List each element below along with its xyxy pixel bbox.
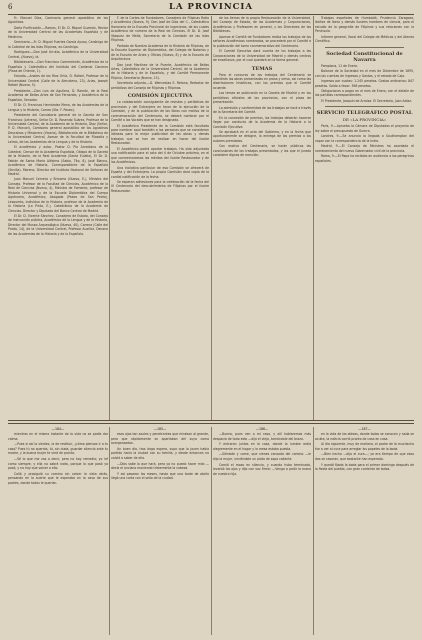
paragraph: El Presidente, Joaquín de Arraiza. El Secretario, Juan Aldaz. xyxy=(321,98,412,103)
paragraph: Secretario adjunto.—D. Wenceslao E. Retana, Redactor de periódicos del Consejo de Filipinas y Filipinas. xyxy=(111,81,209,90)
paragraph: Roma, 9.—El Papa ha recibido en audiencia a los peregrinos españoles. xyxy=(315,154,414,163)
paragraph: Don José Martínez de la Puente, Académico de Bellas Artes, Catedrático de la Universidad Central, de la Academia de la Historia y de la Española, y del Comité Permanente Filipino, Secretario (Nuevo, 15). xyxy=(111,62,209,80)
paragraph: Madrid, 9.—El Consejo de Ministros ha acordado el nombramiento del nuevo Gobernador civil de la provincia. xyxy=(315,144,414,153)
paragraph: Portada de Nuestra Academia de la Historia de Filipinas, de la Escuela Superior de Diplomática, del Colegio de Notarios y de la Escuela de Artes y Oficios (Nuevo, 8) y de la Escuela de Arquitectura. xyxy=(111,43,209,62)
section-title: TEMAS xyxy=(251,65,273,72)
page-number: 6 xyxy=(8,3,13,11)
folletin-rule-bottom xyxy=(8,423,414,424)
folletin-page-number: —184— xyxy=(51,427,65,431)
paragraph: Rodríguez.—Don José Urrutia, Académico de la Universidad Central, (Nuevo), id. xyxy=(8,50,108,59)
section-title: COMISIÓN EJECUTIVA xyxy=(127,93,193,100)
column-3 xyxy=(213,16,311,420)
paragraph: Informe general, Vocal del Colegio de Médicos y del Ateneo Científico. xyxy=(315,34,414,44)
paragraph: Y quedó fijada la boda para el primer domingo después de la fiesta del pueblo, con gran contento de todos. xyxy=(315,462,414,472)
paragraph: Presidente.—Don Luis de Aguilera, D. Ramón, de la Real Academia de Bellas Artes de San Fernando, y Académico de la Española, Senador. xyxy=(8,88,108,102)
section-title: Sociedad Constitucional de Navarra xyxy=(326,50,403,63)
paragraph: —Sé lo que me vas a decir, pero no hay remedio; yo iré como siempre, y ella no sabrá nada, porque lo que pasó ya pasó, y no hay que volver a ello. xyxy=(8,456,108,471)
paragraph: Estudio.—Anales de los Ríos Ortiz, D. Rafael, Profesor de la Universidad Central (Calle de la Almudena, 23), Arias, Joseph Rafael (Nueva, 5). xyxy=(8,74,108,88)
paragraph: esos ojos tan azules y penetrantes que miraban al grande, pero que rápidamente se apartaban del suyo como avergonzados. xyxy=(111,432,209,446)
paragraph: Comió el mozo en silencio, y cuando hubo terminado, levantó los ojos y dijo con voz firme: —Vengo a pedir la mano de vuestra hija. xyxy=(213,462,311,476)
paragraph: Para el concurso de los trabajos del Centenario se admitirán las obras presentadas en prosa y verso, así como las disertaciones históricas, con los premios que el Comité acuerde. xyxy=(213,72,311,90)
column-2 xyxy=(111,16,209,420)
paragraph: La admisión y conformidad de los trabajos se hará a través de la Secretaría del Comité. xyxy=(213,105,311,115)
folletin-column-3 xyxy=(213,427,311,635)
paragraph: El Académico podrá aportar trabajos. Ha sido adjuntado una notificación para el acto del 4 de Octubre próximo, en el que conmemoramos los méritos del ilustre Restaurador y de los Académicos. xyxy=(111,146,209,165)
folletin-rule-top xyxy=(8,420,414,421)
folletin-column-2 xyxy=(111,427,209,635)
column-divider xyxy=(109,16,110,420)
paragraph: —Siéntate y come, que vienes cansado del camino —le dijo la mujer, sirviéndole un plato de sopa caliente. xyxy=(213,452,311,461)
column-4 xyxy=(315,16,414,420)
paragraph: El Dr. D. Francisco Hernández Mena, de las Academias de la Lengua y la Historia, Correo (Sta. F. Paseo). xyxy=(8,103,108,112)
paragraph: El Dr. D. Vicente Sánchez, Consejero de Estado, del Consejo de Instrucción pública, Académico de la Lengua y de la Historia, Director del Museo Arqueológico (Nueva, 40), Carrera (Calle del Prado, 14), de la Universidad Central, Profesor Auxiliar, Decano de las Academias de la Historia y de la Española. xyxy=(8,214,108,236)
separator-rule xyxy=(325,106,404,107)
paragraph: en la vida de las aldeas, donde todos se conocen y nada se oculta, la noticia corrió pronto de casa en casa. xyxy=(315,432,414,441)
column-divider xyxy=(109,427,110,635)
folletin-page-number: —185— xyxy=(153,427,167,431)
paragraph: París, 9.—Aprueba la Cámara de Diputados el proyecto de ley sobre el presupuesto de Guerra. xyxy=(315,124,414,133)
column-divider xyxy=(211,427,212,635)
folletin-column-1 xyxy=(8,427,108,635)
paragraph: Juan Manuel Cervera y Bricomo (Nuevo, E.), Ministro del Consejo, Profesor de la Facultad de Ciencias, Académico de la Real de Ciencias (Nuevo, 4), Ministro de Fomento, profesor de Historia Universal y de la Escuela Diplomática del Cuerpo Agrónomo, Académico, Abogado (Paseo de San Pedro), Lesquerto, individuo de la Historia, profesor de la Academia de la Historia (La Pinta, E.), Catedrático de la Academia de Ciencias. Director y Diputado del Banco Central de Madrid. xyxy=(8,177,108,213)
paragraph: El académico y autor, Pastor D. Pío Arcediano de la Catedral, Censor de la Academia Española, Obispo de la Gaceta de la Historia, de la Real Academia (Santa Eulalia), El Dr. D. Fabián de Santa María Altisimo (Sabio, Tito, 8), José Blanco, Académico de Historia, Correspondiente de la Española (Sevilla). Moreno, Director del Instituto Nacional de Señoras de Madrid. xyxy=(8,145,108,176)
paragraph: Londres, 9.—Se anuncia la llegada a Southampton del vapor con la correspondencia de la India. xyxy=(315,134,414,143)
paragraph: Obligaciones a pagar en el mes de Enero, con el detalle de las partidas correspondientes. xyxy=(315,88,414,98)
header-rule xyxy=(8,14,414,15)
paragraph: La colaboración consiguiente de revistas y periódicos de provincias y del Extranjero en favor de la ejecución de la Comisión, y de la publicación de los libros con motivo de la conmemoración del Centenario, se deberá nombrar por el Comité a los Vocales que se han designado. xyxy=(111,100,209,123)
paragraph: Un buen día, tras larga espera, supo que la joven había partido hacia la ciudad con su familia, y desde entonces no volvió a saber de ella. xyxy=(111,446,209,460)
page-header xyxy=(8,2,414,14)
column-1 xyxy=(8,16,108,420)
section-subtitle: DE «LA PROVINCIA» xyxy=(342,117,387,123)
paragraph: Pamplona, 11 de Enero. xyxy=(321,63,358,68)
paragraph: F. de la Cortes de Fundadores, Consejero de Filipinas Ratio y Académico (Nueva, 9). Don José de Dios del C., Catedrático Honorario de la Escuela Provincial de Ingenieros, de los cuales Académico de número de la Real de Ciencias. El Dr. D. José Vázquez de Mella, Secretario de la Comisión de las Islas Filipinas. xyxy=(111,16,209,43)
folletin-column-4 xyxy=(315,427,414,635)
paragraph: —Bueno, pues ven a mi casa, y allí hablaremos más despacio de todo esto —dijo el viejo, tomándole del brazo. xyxy=(213,432,311,441)
paragraph: mientras en el mismo instante de la vida no se podía dar calma. xyxy=(8,432,108,441)
paragraph: El Académico Presidente de la Comisión está facultado para nombrar aquí también a las personas que se consideran idóneas para la mejor publicidad de las obras y demás trabajos que se han de realizar en honor del ilustre Restaurador. xyxy=(111,123,209,146)
paragraph: Seminario.—Fr. D. Miguel Fuertes García Ayuso, Canónigo de la Catedral de las Islas Filipinas, ex-Canónigo. xyxy=(8,40,108,49)
paragraph: El Comité Ejecutivo dará cuenta de los trabajos a las Corporaciones de la Universidad de Madrid y demás centros de enseñanza, por el cual quedará en la forma general. xyxy=(213,49,311,63)
paragraph: —Pues si así lo sientes, la de restituir, ¿cómo piensas ir a tu casa? Pues tú no querrás, tú, sin duda, guardar silencio ante tu madre, y la buena mujer te verá de pronto. xyxy=(8,442,108,456)
separator-rule xyxy=(325,47,404,48)
folletin-page-number: —187— xyxy=(358,427,371,431)
paragraph: Al día siguiente, muy de mañana, el padre de la muchacha fue a ver al cura para arreglar los papeles de la boda. xyxy=(315,442,414,451)
paragraph: —Bien hecho —dijo el cura—; ya era tiempo de que esos dos se casaran, que bastante han esperado. xyxy=(315,452,414,461)
paragraph: Doña Purificación.—Ramos, El Dr. D. Miguel Guzmán, Rector de la Universidad Central de las Academias Española y de Medicina. xyxy=(8,25,108,39)
paragraph: Con motivo del Centenario, se harán públicas las conclusiones de los trabajos presentados, y los que el Jurado considere dignos de mención. xyxy=(213,144,311,158)
paragraph: Una iniciativa particular de esa Comisión se ofrecerá de España y del Extranjero. La propia Comisión dará copia de la cordial notificación de la fecha. xyxy=(111,165,209,179)
section-title-telegraph: SERVICIO TELEGRÁFICO POSTAL xyxy=(316,110,413,117)
paragraph: Bibliotecario.—Don Francisco Commelerán, Académico de la Española y Catedrático del Instituto del Cardenal Cisneros (Plaza de Oriente, 1). xyxy=(8,60,108,73)
paragraph: de las tierras de la propia Restauración de la Universidad, del Consejo de Estado, de las Academias y Corporaciones, Académicos y Profesores en general, y los Directores de las Bibliotecas. xyxy=(213,16,311,34)
column-divider xyxy=(313,427,314,635)
column-divider xyxy=(211,16,212,420)
paragraph: Apenas el Comité de Fundadores reciba los trabajos de los señores Académicos nombrados, se procederá por el Comité a la publicación del tomo conmemorativo del Centenario. xyxy=(213,34,311,48)
paragraph: Balance de la Sociedad en el mes de Diciembre de 1895, con las cuentas de Ingresos y Gastos, y el estado de Caja. xyxy=(315,69,414,78)
paragraph: Presidente del Consistorio general de la Gaceta de San Francisco (Letrero), Señor Dr. D. Rosendo Suárez, Profesor de la Universidad Central, de la Academia de la Historia, Diaz (Señor, P. D. Manuel), Comisario general apostólico de los Agustinos Descalzos y Misionero (Vicario), Bibliotecario de la Biblioteca de la Universidad Central, Asesor de la Facultad de Filosofía y Letras, de las Academias de la Lengua y de la Historia. xyxy=(8,113,108,144)
paragraph: —Dios sabe lo que hará, pero yo no puedo hacer más —decía el anciano moviendo tristemente la cabeza. xyxy=(111,461,209,471)
paragraph: Se aprobará en el acto del Gobierno, y en la fecha que oportunamente se designe, la entrega de los premios a los autores premiados. xyxy=(213,129,311,143)
folletin-page-number: —186— xyxy=(255,427,269,431)
paragraph: Los temas se publicarán en la Gaceta de Madrid y en los periódicos oficiales de las provincias, con el plazo de presentación. xyxy=(213,91,311,105)
paragraph: Y así pasaron los meses, hasta que una tarde de otoño llegó una carta con el sello de la ciudad. xyxy=(111,471,209,481)
paragraph: Trabajos españoles de Humboldt, Prudencio Zaragoza, Ibáñez de Ibero y demás ilustres hombres de ciencia, para el estudio de la geografía de Filipinas y sus relaciones con la Península. xyxy=(315,16,414,34)
paragraph: Se esperan adhesiones para la celebración de la fecha del IV Centenario del descubrimiento de Filipinas por el ilustre Restaurador. xyxy=(111,179,209,193)
paragraph: Y entraron juntos en la casa, donde la lumbre ardía alegremente en el hogar y la mesa estaba puesta. xyxy=(213,442,311,451)
column-divider xyxy=(313,16,314,420)
folletin-columns xyxy=(8,427,414,635)
masthead: LA PROVINCIA xyxy=(169,2,253,12)
paragraph: Calló y prosiguió su camino sin volver la vista atrás, pensando en la suerte que le esperaba en la casa de sus padres, donde todos le querían. xyxy=(8,471,108,485)
paragraph: Ingresos por cuotas: 1.245 pesetas. Gastos ordinarios: 847 pesetas. Saldo a favor: 398 pesetas. xyxy=(315,79,414,88)
paragraph: En la concesión de premios, los trabajos deberán hacerse llegar por conducto de la Academia de la Historia a la Comisión Ejecutiva. xyxy=(213,115,311,129)
paragraph: Fr. Manuel Díaz, Comisario general apostólico de los Agustinos. xyxy=(8,16,108,25)
main-columns xyxy=(8,16,414,420)
